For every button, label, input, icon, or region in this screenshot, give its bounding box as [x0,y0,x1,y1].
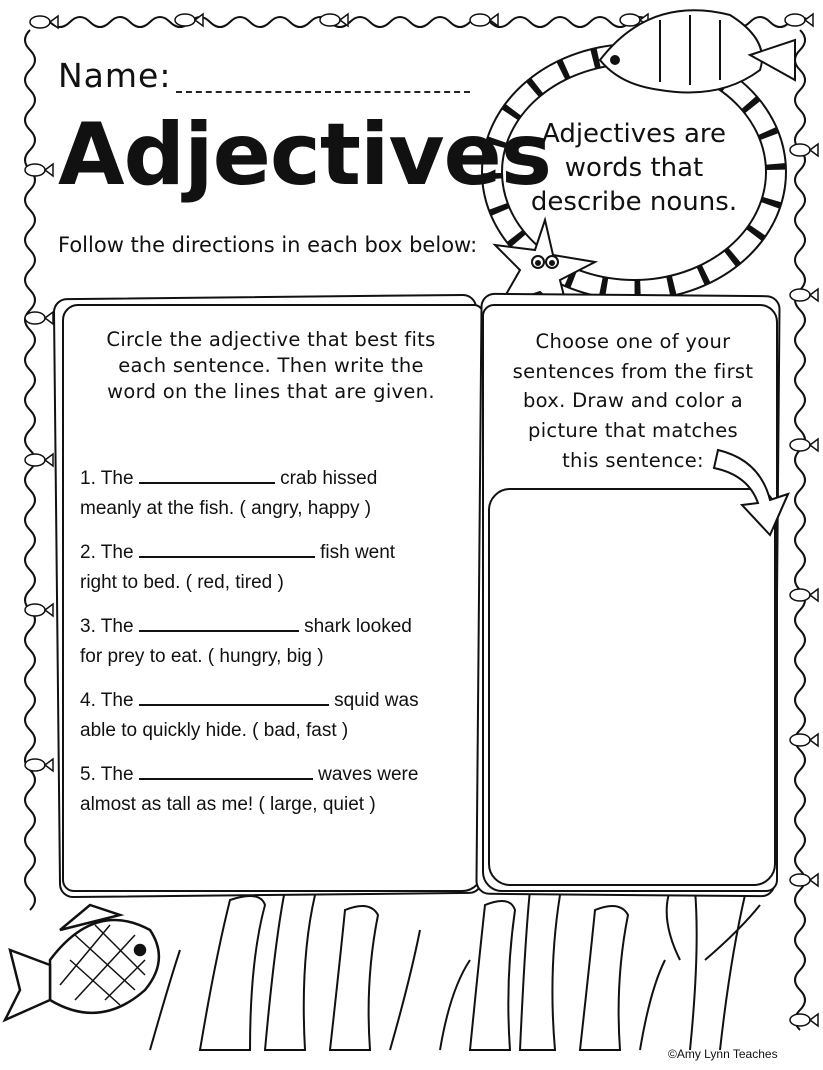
fish-icon [790,144,818,156]
question-line2: for prey to eat. ( hungry, big ) [80,645,324,667]
coral-reef-icon [150,886,760,1050]
instruction-line: Circle the adjective that best fits [106,328,436,351]
fish-icon [790,289,818,301]
question-line2: almost as tall as me! ( large, quiet ) [80,793,376,815]
instruction-line: picture that matches [528,418,738,442]
question-prefix: 4. The [80,690,134,711]
question-suffix: shark looked [304,616,412,637]
instruction-line: sentences from the first [512,359,754,383]
answer-blank-3[interactable] [139,612,299,632]
fish-icon [790,734,818,746]
question-2 [80,538,480,597]
question-prefix: 2. The [80,542,134,563]
page-title: Adjectives [58,105,552,205]
question-line2: right to bed. ( red, tired ) [80,571,284,593]
instruction-line: word on the lines that are given. [107,380,435,404]
question-suffix: crab hissed [280,468,378,489]
directions-text: Follow the directions in each box below: [58,233,478,257]
instruction-line: each sentence. Then write the [118,354,424,378]
fish-icon [320,14,348,26]
fish-icon [25,312,53,324]
left-box-instructions [80,327,462,405]
question-5 [80,760,480,819]
question-suffix: fish went [320,542,396,563]
fish-icon [25,759,53,771]
question-prefix: 1. The [80,468,134,489]
question-4 [80,686,480,745]
answer-blank-1[interactable] [139,464,275,484]
question-suffix: waves were [318,764,419,785]
definition-line: words that [564,152,704,183]
name-label: Name: [58,56,172,95]
question-prefix: 5. The [80,764,134,785]
fish-icon [790,1014,818,1026]
fish-icon [790,874,818,886]
arrow-icon [714,450,788,535]
answer-blank-2[interactable] [139,538,315,558]
fish-icon [175,14,203,26]
left-border-wave [25,30,35,910]
question-line2: able to quickly hide. ( bad, fast ) [80,719,349,741]
definition-line: Adjectives are [541,119,726,149]
instruction-line: box. Draw and color a [522,389,744,413]
name-field[interactable] [176,91,470,93]
fish-icon [25,604,53,616]
question-prefix: 3. The [80,616,134,637]
fish-icon [25,454,53,466]
fish-icon [790,589,818,601]
answer-blank-5[interactable] [139,760,313,780]
drawing-area[interactable] [488,488,776,886]
copyright-text: ©Amy Lynn Teaches [668,1047,778,1061]
question-1 [80,464,480,523]
question-suffix: squid was [334,690,419,711]
arrow-overlay [708,440,798,545]
instruction-line: Choose one of your [535,330,731,353]
fish-icon [5,905,159,1020]
definition-text [520,118,748,219]
instruction-line: this sentence: [562,448,704,472]
question-line2: meanly at the fish. ( angry, happy ) [80,497,372,519]
question-3 [80,612,480,671]
fish-icon [785,14,813,26]
answer-blank-4[interactable] [139,686,329,706]
fish-icon [25,164,53,176]
definition-line: describe nouns. [530,186,738,217]
